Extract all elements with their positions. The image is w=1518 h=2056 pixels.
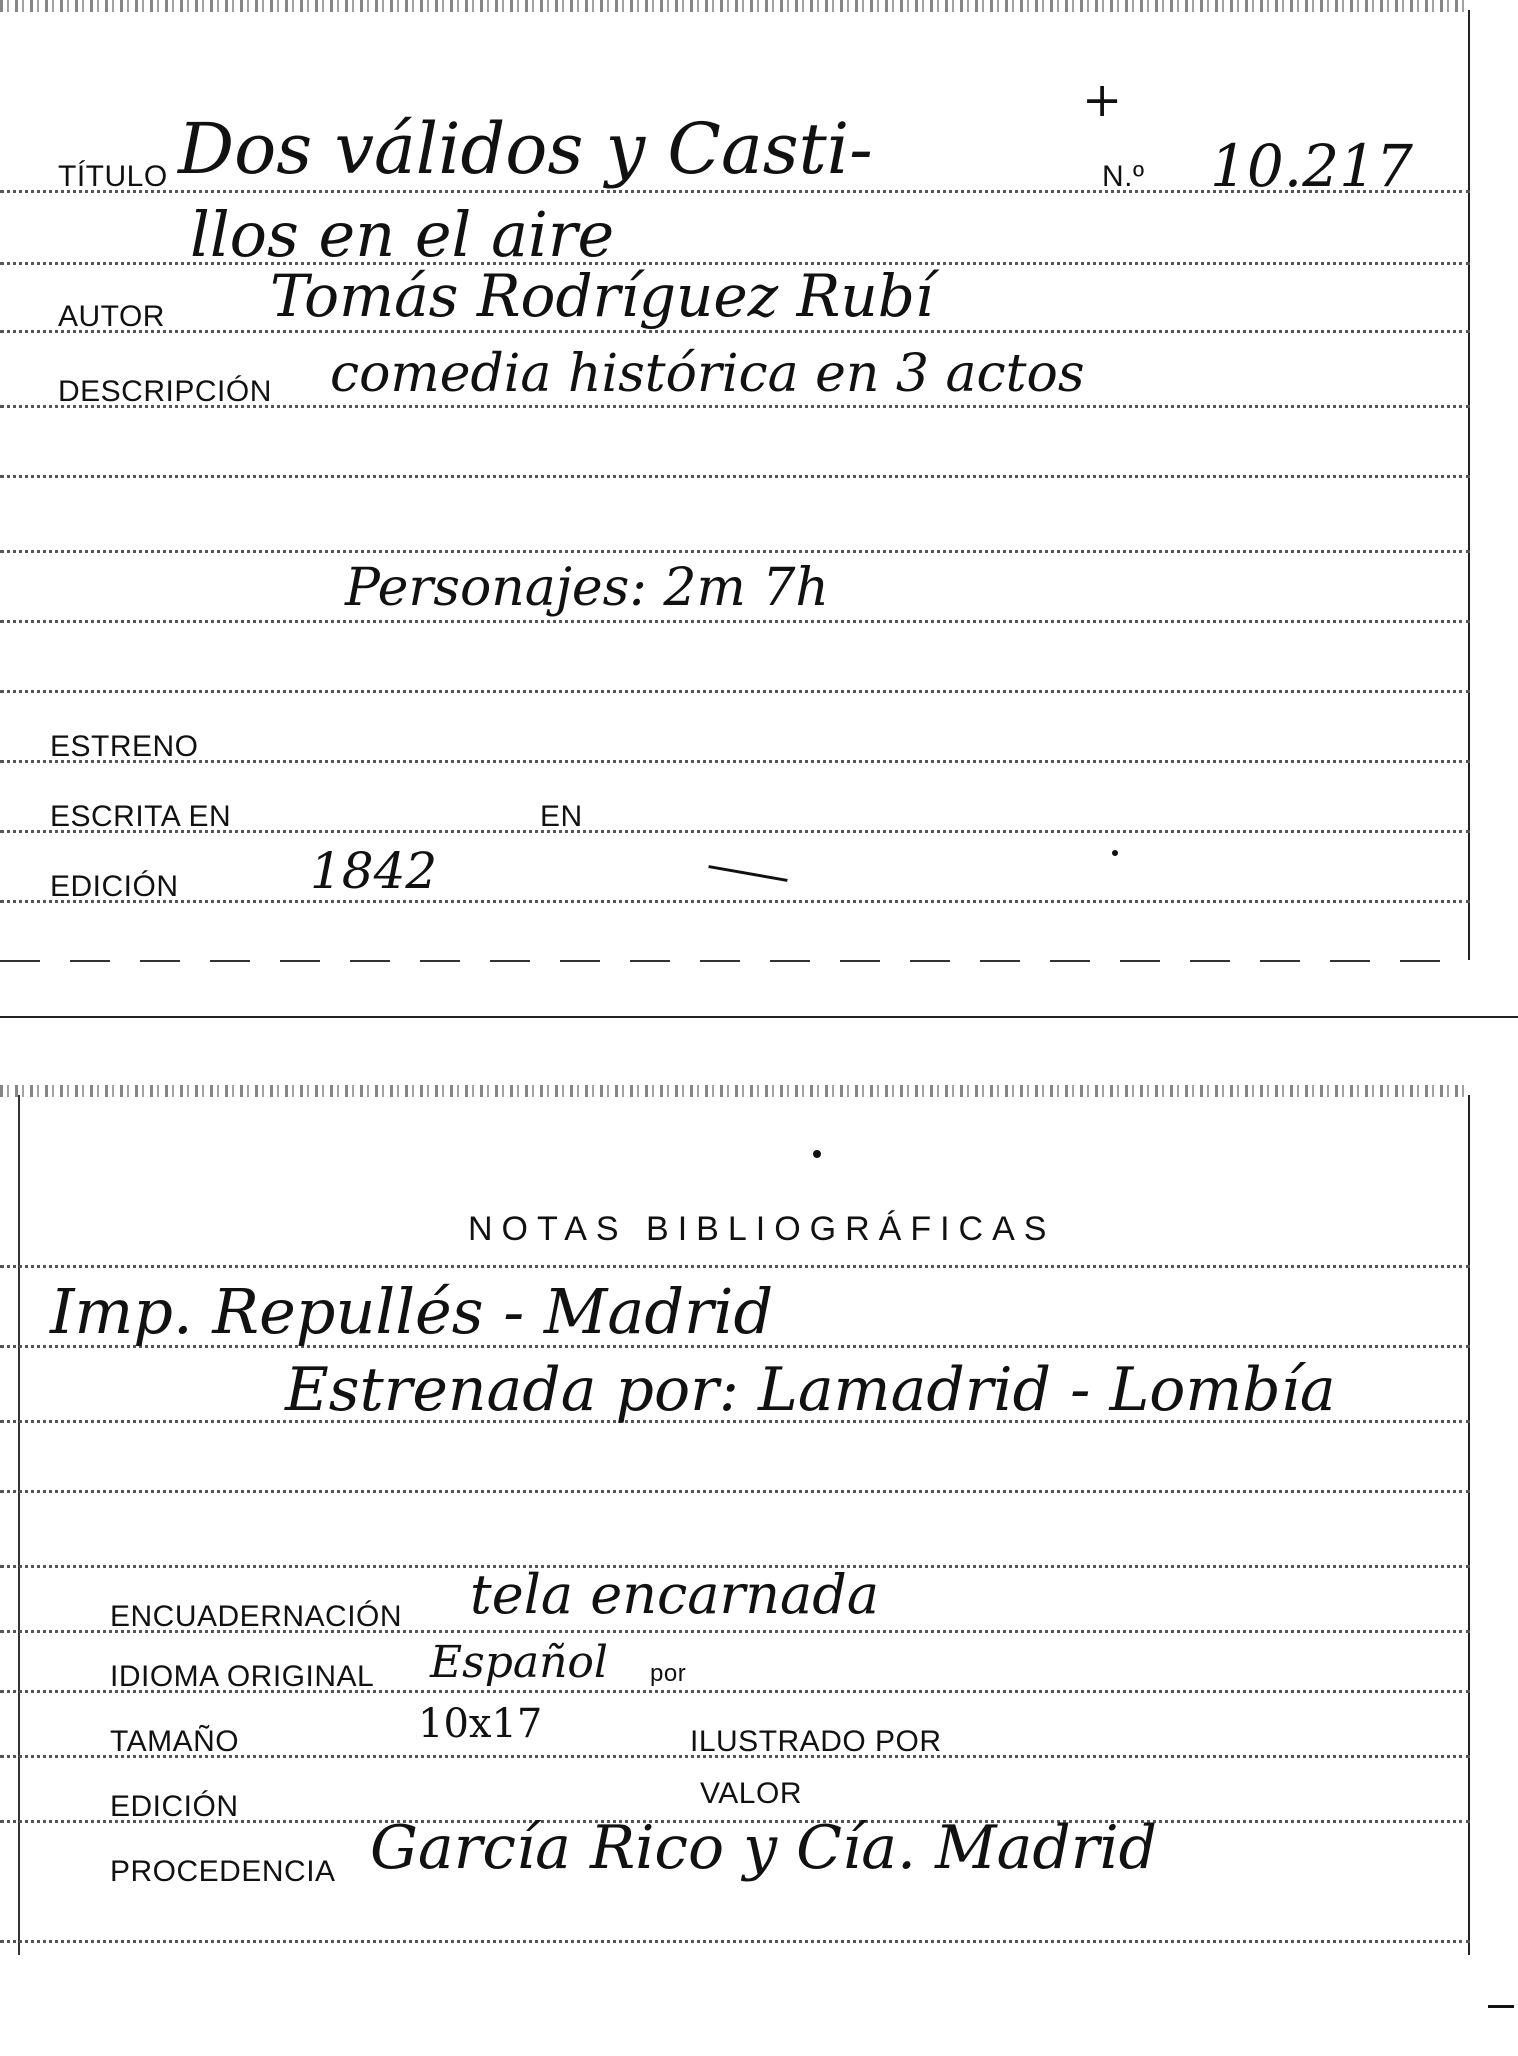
edicion-back-label: EDICIÓN: [110, 1790, 239, 1823]
autor-label: AUTOR: [58, 300, 165, 333]
card-separator: [0, 1016, 1518, 1018]
en-label: EN: [540, 800, 583, 833]
card-right-border: [1468, 10, 1470, 960]
ruled-line: [0, 1265, 1470, 1268]
procedencia-value: García Rico y Cía. Madrid: [370, 1813, 1158, 1883]
personajes-value: Personajes: 2m 7h: [345, 558, 829, 618]
card-right-border: [1468, 1095, 1470, 1955]
titulo-line1: Dos válidos y Casti-: [178, 108, 873, 190]
escrita-en-label: ESCRITA EN: [50, 800, 232, 833]
ruled-line: [0, 620, 1470, 623]
numero-value: 10.217: [1210, 132, 1413, 200]
edicion-label: EDICIÓN: [50, 870, 179, 903]
catalog-card-back: [0, 1085, 1470, 1965]
card-top-edge: [0, 0, 1470, 12]
encuadernacion-value: tela encarnada: [470, 1563, 880, 1626]
titulo-label: TÍTULO: [58, 160, 168, 193]
edicion-value: 1842: [310, 842, 438, 900]
ruled-line: [0, 1940, 1470, 1943]
card-bottom-edge: [0, 960, 1470, 962]
ruled-line: [0, 900, 1470, 903]
ink-dot: [1112, 850, 1118, 856]
ruled-line: [0, 690, 1470, 693]
numero-label: N.º: [1102, 160, 1145, 193]
descripcion-label: DESCRIPCIÓN: [58, 375, 272, 408]
idioma-label: IDIOMA ORIGINAL: [110, 1660, 375, 1693]
encuadernacion-label: ENCUADERNACIÓN: [110, 1600, 403, 1633]
nota-imprenta: Imp. Repullés - Madrid: [50, 1275, 774, 1348]
valor-label: VALOR: [700, 1777, 802, 1810]
ruled-line: [0, 330, 1470, 333]
ink-dot: [813, 1150, 821, 1158]
ruled-line: [0, 1490, 1470, 1493]
ilustrado-label: ILUSTRADO POR: [690, 1725, 942, 1758]
autor-value: Tomás Rodríguez Rubí: [270, 262, 934, 330]
margin-dash: [1488, 2005, 1514, 2008]
card-left-border: [18, 1095, 20, 1955]
estreno-label: ESTRENO: [50, 730, 199, 763]
card-top-edge: [0, 1085, 1470, 1097]
descripcion-value: comedia histórica en 3 actos: [330, 344, 1085, 404]
nota-estreno: Estrenada por: Lamadrid - Lombía: [285, 1355, 1336, 1425]
catalog-card-front: [0, 0, 1470, 970]
notas-heading: NOTAS BIBLIOGRÁFICAS: [468, 1210, 1056, 1248]
idioma-suffix: por: [650, 1660, 687, 1687]
ruled-line: [0, 760, 1470, 763]
ruled-line: [0, 475, 1470, 478]
pen-stroke: [708, 865, 787, 882]
tamano-label: TAMAÑO: [110, 1725, 240, 1758]
ruled-line: [0, 550, 1470, 553]
idioma-value: Español: [430, 1637, 608, 1688]
tamano-value: 10x17: [418, 1701, 543, 1747]
numero-mark: +: [1082, 72, 1123, 128]
titulo-line2: llos en el aire: [190, 198, 615, 271]
procedencia-label: PROCEDENCIA: [110, 1855, 336, 1888]
